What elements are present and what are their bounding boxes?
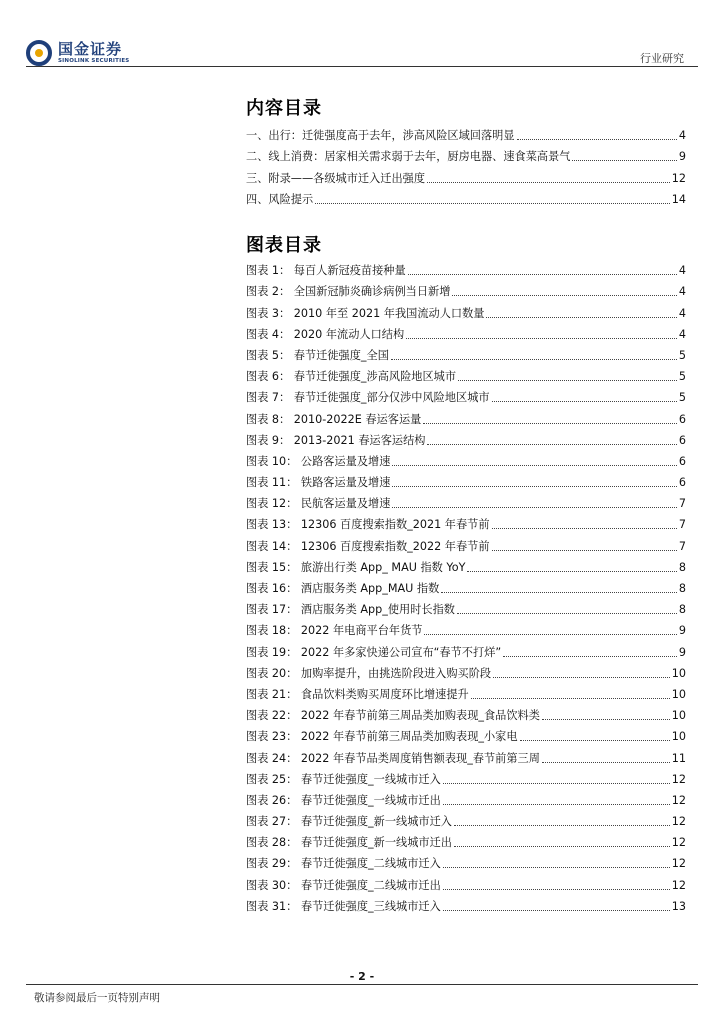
dot-leader [572,160,676,161]
figure-entry-label: 图表 1： 每百人新冠疫苗接种量 [246,264,406,278]
toc-entry-label: 三、附录——各级城市迁入迁出强度 [246,171,426,185]
figure-entry-label: 图表 19： 2022 年多家快递公司宣布“春节不打烊” [246,645,502,659]
dot-leader [486,317,676,318]
figure-entry-page: 12 [671,878,686,892]
figure-entry-label: 图表 26： 春节迁徙强度_一线城市迁出 [246,793,441,807]
figure-entry[interactable] [246,596,686,617]
figure-entry-page: 8 [678,560,686,574]
dot-leader [517,139,677,140]
dot-leader [492,528,677,529]
figure-entry[interactable] [246,829,686,850]
figure-entry-label: 图表 29： 春节迁徙强度_二线城市迁入 [246,857,441,871]
figure-entry[interactable] [246,617,686,638]
header-divider [26,66,698,67]
figure-entry[interactable] [246,723,686,744]
dot-leader [457,613,677,614]
dot-leader [392,486,676,487]
figure-entry[interactable] [246,766,686,787]
dot-leader [443,804,670,805]
dot-leader [492,401,677,402]
figure-entry[interactable] [246,384,686,405]
report-category: 行业研究 [640,52,684,65]
figure-entry[interactable] [246,532,686,553]
dot-leader [441,592,677,593]
page-number: - 2 - [349,970,375,983]
figure-entry-page: 5 [678,391,686,405]
figure-entry-label: 图表 23： 2022 年春节前第三周品类加购表现_小家电 [246,730,518,744]
figure-entry-label: 图表 7： 春节迁徙强度_部分仅涉中风险地区城市 [246,391,490,405]
toc-entry[interactable] [246,164,686,185]
figure-entry-label: 图表 16： 酒店服务类 App_MAU 指数 [246,582,440,595]
dot-leader [454,846,670,847]
figure-entry-page: 4 [678,264,686,278]
figure-entry-page: 12 [671,793,686,807]
figure-entry-page: 4 [678,285,686,299]
dot-leader [492,550,677,551]
figure-entry-label: 图表 14： 12306 百度搜索指数_2022 年春节前 [246,539,490,553]
toc-entry-label: 二、线上消费：居家相关需求弱于去年，厨房电器、速食菜高景气 [246,150,571,164]
figure-entry-label: 图表 11： 铁路客运量及增速 [246,476,391,490]
figure-entry[interactable] [246,490,686,511]
figure-entry-label: 图表 9： 2013-2021 春运客运结构 [246,433,426,447]
figure-entry-page: 6 [678,433,686,447]
dot-leader [520,740,670,741]
figure-entry-label: 图表 30： 春节迁徙强度_二线城市迁出 [246,878,441,892]
figure-entry[interactable] [246,871,686,892]
figures-list [246,257,686,914]
toc-entry[interactable] [246,122,686,143]
figure-entry-page: 12 [671,815,686,829]
dot-leader [443,889,670,890]
dot-leader [454,825,670,826]
figure-entry[interactable] [246,257,686,278]
figure-entry-page: 12 [671,857,686,871]
dot-leader [471,698,670,699]
dot-leader [408,274,677,275]
toc-entry[interactable] [246,143,686,164]
figure-entry-label: 图表 3： 2010 年至 2021 年我国流动人口数量 [246,306,485,320]
toc-entry-page: 4 [678,129,686,143]
figure-entry[interactable] [246,427,686,448]
figure-entry-label: 图表 27： 春节迁徙强度_新一线城市迁入 [246,815,452,829]
figure-entry-label: 图表 28： 春节迁徙强度_新一线城市迁出 [246,836,452,850]
figure-entry-page: 5 [678,370,686,384]
dot-leader [467,571,676,572]
figure-entry-label: 图表 15： 旅游出行类 App_ MAU 指数 YoY [246,560,466,574]
dot-leader [406,338,677,339]
figure-entry[interactable] [246,299,686,320]
figure-entry-page: 10 [671,666,686,680]
figure-entry-label: 图表 18： 2022 年电商平台年货节 [246,624,423,638]
dot-leader [427,182,670,183]
figure-entry-label: 图表 25： 春节迁徙强度_一线城市迁入 [246,772,441,786]
figure-entry[interactable] [246,893,686,914]
figure-entry[interactable] [246,744,686,765]
figure-entry-label: 图表 12： 民航客运量及增速 [246,497,391,511]
dot-leader [452,295,676,296]
figure-entry-label: 图表 20： 加购率提升，由挑选阶段进入购买阶段 [246,666,492,680]
dot-leader [458,380,677,381]
figure-entry[interactable] [246,363,686,384]
figure-entry-page: 8 [678,603,686,617]
brand-name-en: SINOLINK SECURITIES [58,58,130,64]
figure-entry[interactable] [246,638,686,659]
dot-leader [443,867,670,868]
figure-entry-page: 7 [678,539,686,553]
toc-entry-page: 12 [671,171,686,185]
figure-entry-page: 10 [671,730,686,744]
toc-entry-page: 9 [678,150,686,164]
figure-entry-label: 图表 31： 春节迁徙强度_三线城市迁入 [246,899,441,913]
figure-entry[interactable] [246,660,686,681]
figure-entry-page: 12 [671,836,686,850]
brand-logo [26,40,129,66]
figure-entry[interactable] [246,405,686,426]
figure-entry-page: 4 [678,327,686,341]
figure-entry-page: 12 [671,772,686,786]
figure-entry[interactable] [246,321,686,342]
figure-entry[interactable] [246,850,686,871]
figure-entry-label: 图表 10： 公路客运量及增速 [246,454,391,468]
figure-entry-page: 6 [678,412,686,426]
sinolink-logo-icon [26,40,52,66]
figure-entry[interactable] [246,469,686,490]
figures-title: 图表目录 [246,235,322,256]
figure-entry-label: 图表 22： 2022 年春节前第三周品类加购表现_食品饮料类 [246,709,540,723]
dot-leader [503,656,677,657]
footer-divider [26,984,698,985]
figure-entry-label: 图表 4： 2020 年流动人口结构 [246,327,405,341]
dot-leader [392,465,676,466]
dot-leader [493,677,670,678]
figure-entry-page: 11 [671,751,686,765]
figure-entry-label: 图表 24： 2022 年春节品类周度销售额表现_春节前第三周 [246,751,540,765]
figure-entry[interactable] [246,681,686,702]
figure-entry[interactable] [246,511,686,532]
contents-list [246,122,686,207]
dot-leader [542,719,670,720]
figure-entry-label: 图表 21： 食品饮料类购买周度环比增速提升 [246,687,469,701]
figure-entry[interactable] [246,554,686,575]
figure-entry[interactable] [246,787,686,808]
page-header [0,0,724,80]
footer-disclaimer: 敬请参阅最后一页特别声明 [34,992,160,1004]
figure-entry-label: 图表 13： 12306 百度搜索指数_2021 年春节前 [246,518,490,532]
dot-leader [315,203,670,204]
dot-leader [443,910,670,911]
dot-leader [427,444,676,445]
dot-leader [391,359,677,360]
dot-leader [443,783,670,784]
figure-entry-page: 13 [671,899,686,913]
figure-entry[interactable] [246,342,686,363]
dot-leader [423,423,677,424]
toc-entry[interactable] [246,186,686,207]
figure-entry[interactable] [246,808,686,829]
dot-leader [542,762,670,763]
contents-title: 内容目录 [246,98,322,119]
figure-entry-page: 10 [671,709,686,723]
figure-entry[interactable] [246,575,686,596]
figure-entry-page: 9 [678,645,686,659]
figure-entry-page: 8 [678,582,686,595]
toc-entry-label: 四、风险提示 [246,192,314,206]
figure-entry-page: 7 [678,497,686,511]
figure-entry[interactable] [246,278,686,299]
figure-entry-page: 6 [678,476,686,490]
dot-leader [424,634,676,635]
toc-entry-page: 14 [671,192,686,206]
figure-entry-label: 图表 2： 全国新冠肺炎确诊病例当日新增 [246,285,451,299]
figure-entry-page: 5 [678,348,686,362]
figure-entry-page: 9 [678,624,686,638]
figure-entry[interactable] [246,448,686,469]
toc-entry-label: 一、出行：迁徙强度高于去年，涉高风险区域回落明显 [246,129,515,143]
dot-leader [392,507,676,508]
figure-entry-page: 7 [678,518,686,532]
figure-entry-label: 图表 8： 2010-2022E 春运客运量 [246,412,422,426]
figure-entry-label: 图表 5： 春节迁徙强度_全国 [246,348,389,362]
figure-entry-page: 10 [671,687,686,701]
figure-entry-label: 图表 17： 酒店服务类 App_使用时长指数 [246,603,455,617]
brand-name-cn: 国金证券 [58,40,123,58]
figure-entry-label: 图表 6： 春节迁徙强度_涉高风险地区城市 [246,370,457,384]
figure-entry-page: 4 [678,306,686,320]
figure-entry-page: 6 [678,454,686,468]
figure-entry[interactable] [246,702,686,723]
